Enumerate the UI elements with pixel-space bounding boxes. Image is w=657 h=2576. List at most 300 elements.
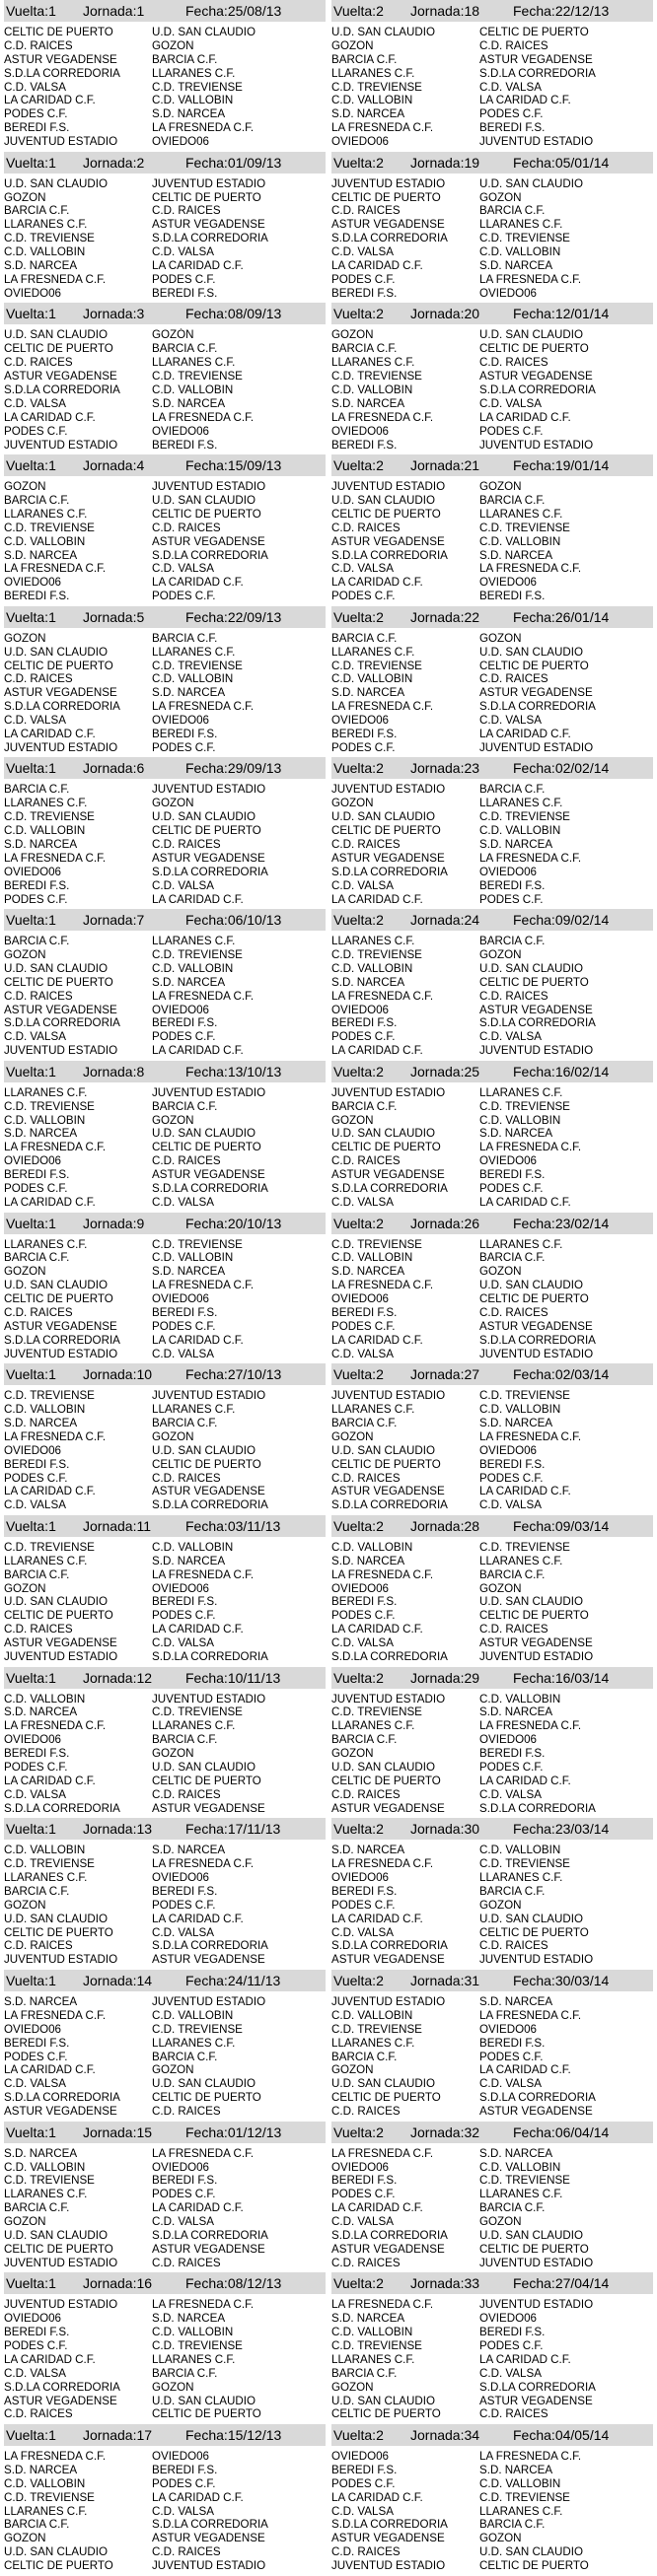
- home-team: JUVENTUD ESTADIO: [331, 1085, 446, 1099]
- match-row: [331, 1899, 653, 1913]
- away-team: C.D. RAICES: [152, 1154, 221, 1168]
- match-date: 06/10/13: [227, 912, 282, 929]
- match-row: [331, 1747, 653, 1761]
- match-row: [331, 287, 653, 301]
- match-row: [4, 439, 326, 453]
- away-team: C.D. VALSA: [152, 1636, 214, 1650]
- away-team: LLARANES C.F.: [152, 1719, 236, 1733]
- match-row: [4, 1403, 326, 1417]
- date-label-group: [185, 760, 326, 776]
- home-team: C.D. VALLOBIN: [4, 2160, 86, 2174]
- away-team: U.D. SAN CLAUDIO: [152, 810, 256, 824]
- date-label: Fecha:: [513, 1063, 555, 1079]
- matchday-block: [4, 1667, 326, 1819]
- match-row: [331, 2215, 653, 2229]
- match-row: [331, 2201, 653, 2215]
- match-list: [331, 22, 653, 149]
- round-label: Vuelta:: [6, 1821, 49, 1838]
- home-team: C.D. RAICES: [4, 1305, 73, 1319]
- match-row: [4, 411, 326, 425]
- away-team: LA FRESNEDA C.F.: [479, 2450, 582, 2463]
- home-team: C.D. TREVIENSE: [4, 232, 95, 245]
- match-row: [4, 1899, 326, 1913]
- away-team: OVIEDO06: [152, 2450, 209, 2463]
- match-row: [4, 1334, 326, 1348]
- match-row: [331, 1541, 653, 1555]
- away-team: LA FRESNEDA C.F.: [479, 1429, 582, 1443]
- match-date: 01/12/13: [227, 2123, 282, 2140]
- round-label: Vuelta:: [333, 457, 377, 474]
- match-row: [4, 1030, 326, 1044]
- home-team: C.D. RAICES: [4, 672, 73, 686]
- away-team: C.D. VALSA: [479, 1498, 542, 1512]
- away-team: JUVENTUD ESTADIO: [152, 176, 266, 190]
- match-row: [331, 1168, 653, 1182]
- match-row: [4, 1761, 326, 1775]
- match-list: [331, 2294, 653, 2421]
- home-team: PODES C.F.: [331, 1319, 396, 1333]
- matchday-header: [4, 0, 326, 22]
- home-team: C.D. VALLOBIN: [4, 1844, 86, 1857]
- date-label-group: [185, 306, 326, 321]
- match-date: 13/10/13: [227, 1063, 282, 1079]
- match-row: [4, 672, 326, 686]
- home-team: GOZON: [4, 631, 46, 645]
- date-label-group: [513, 912, 653, 928]
- away-team: BEREDI F.S.: [152, 438, 218, 452]
- round-number: 1: [48, 912, 56, 929]
- matchday-label-group: [410, 912, 513, 928]
- away-team: C.D. TREVIENSE: [479, 521, 570, 534]
- round-label-group: [4, 1518, 83, 1534]
- match-row: [4, 2312, 326, 2326]
- home-team: LA FRESNEDA C.F.: [331, 1279, 434, 1292]
- matchday-block: [4, 606, 326, 758]
- away-team: C.D. VALLOBIN: [479, 1844, 561, 1857]
- match-row: [4, 39, 326, 53]
- match-row: [4, 273, 326, 287]
- matchday-label-group: [410, 3, 513, 19]
- match-row: [331, 646, 653, 660]
- match-row: [331, 1348, 653, 1361]
- matchday-number: 17: [136, 2427, 153, 2443]
- match-row: [4, 67, 326, 81]
- home-team: LA FRESNEDA C.F.: [4, 272, 107, 286]
- matchday-header: [4, 2424, 326, 2446]
- date-label: Fecha:: [185, 912, 228, 929]
- matchday-header: [331, 303, 653, 324]
- match-row: [331, 2051, 653, 2064]
- match-row: [331, 2229, 653, 2243]
- home-team: C.D. VALSA: [331, 2215, 394, 2229]
- away-team: C.D. TREVIENSE: [479, 1099, 570, 1113]
- away-team: LLARANES C.F.: [479, 1085, 563, 1099]
- matchday-header: [4, 1515, 326, 1537]
- match-date: 26/01/14: [554, 608, 610, 625]
- home-team: BARCIA C.F.: [4, 2518, 70, 2532]
- matchday-number: 22: [464, 608, 480, 625]
- match-list: [4, 2446, 326, 2573]
- away-team: U.D. SAN CLAUDIO: [479, 176, 584, 190]
- away-team: CELTIC DE PUERTO: [479, 1292, 589, 1306]
- match-list: [4, 174, 326, 301]
- home-team: BARCIA C.F.: [4, 1884, 70, 1898]
- away-team: U.D. SAN CLAUDIO: [152, 1761, 256, 1775]
- matchday-label-group: [410, 1973, 513, 1988]
- matchday-label-group: [410, 1670, 513, 1686]
- match-row: [331, 1320, 653, 1334]
- home-team: LA CARIDAD C.F.: [4, 2063, 96, 2077]
- match-row: [331, 191, 653, 205]
- round-label-group: [331, 1973, 410, 1988]
- round-label-group: [331, 2275, 410, 2291]
- home-team: U.D. SAN CLAUDIO: [4, 1912, 109, 1925]
- home-team: OVIEDO06: [4, 2312, 61, 2326]
- away-team: C.D. VALSA: [152, 2215, 214, 2229]
- away-team: U.D. SAN CLAUDIO: [479, 1279, 584, 1292]
- match-row: [331, 328, 653, 342]
- away-team: JUVENTUD ESTADIO: [152, 1994, 266, 2008]
- home-team: C.D. RAICES: [331, 521, 401, 534]
- matchday-number: 9: [136, 1215, 145, 1231]
- away-team: PODES C.F.: [479, 892, 544, 906]
- home-team: BARCIA C.F.: [331, 52, 398, 66]
- match-row: [4, 1320, 326, 1334]
- match-row: [4, 824, 326, 838]
- round-number: 1: [48, 1972, 56, 1988]
- away-team: C.D. VALLOBIN: [152, 94, 234, 107]
- away-team: BEREDI F.S.: [479, 590, 546, 603]
- round-number: 2: [376, 1972, 384, 1988]
- match-row: [331, 632, 653, 646]
- round-label: Vuelta:: [6, 1517, 49, 1534]
- match-list: [331, 1689, 653, 1816]
- home-team: C.D. RAICES: [331, 2256, 401, 2269]
- date-label-group: [513, 2427, 653, 2443]
- match-date: 22/09/13: [227, 608, 282, 625]
- matchday-number: 3: [136, 306, 145, 322]
- home-team: C.D. RAICES: [4, 989, 73, 1003]
- match-row: [331, 2353, 653, 2367]
- away-team: OVIEDO06: [479, 576, 537, 590]
- home-team: S.D.LA CORREDORIA: [4, 1333, 120, 1347]
- match-date: 22/12/13: [554, 3, 610, 19]
- round-number: 1: [48, 1366, 56, 1383]
- matchday-block: [331, 0, 653, 152]
- away-team: C.D. VALSA: [152, 878, 214, 892]
- match-row: [4, 342, 326, 356]
- match-row: [331, 1844, 653, 1857]
- home-team: ASTUR VEGADENSE: [4, 1003, 117, 1016]
- round-label: Vuelta:: [6, 1669, 49, 1686]
- home-team: LA CARIDAD C.F.: [331, 2201, 423, 2215]
- match-row: [331, 1004, 653, 1017]
- home-team: GOZON: [4, 1265, 46, 1279]
- match-row: [331, 1030, 653, 1044]
- match-row: [4, 1650, 326, 1664]
- home-team: GOZON: [4, 1581, 46, 1595]
- away-team: PODES C.F.: [152, 2476, 216, 2490]
- home-team: CELTIC DE PUERTO: [4, 659, 113, 672]
- home-team: LA FRESNEDA C.F.: [4, 2008, 107, 2022]
- home-team: C.D. VALLOBIN: [331, 672, 413, 686]
- home-team: LA FRESNEDA C.F.: [4, 851, 107, 865]
- home-team: OVIEDO06: [331, 714, 389, 728]
- match-date: 16/03/14: [554, 1669, 610, 1686]
- away-team: PODES C.F.: [152, 272, 216, 286]
- matchday-block: [4, 1363, 326, 1515]
- match-row: [331, 1430, 653, 1444]
- home-team: CELTIC DE PUERTO: [4, 1609, 113, 1623]
- match-row: [331, 2063, 653, 2077]
- matchday-number: 26: [464, 1215, 480, 1231]
- matchday-label-group: [83, 1518, 185, 1534]
- away-team: LLARANES C.F.: [479, 797, 563, 810]
- away-team: JUVENTUD ESTADIO: [479, 1347, 594, 1360]
- home-team: S.D. NARCEA: [331, 975, 405, 989]
- matchday-number: 29: [464, 1669, 480, 1686]
- home-team: GOZON: [331, 1113, 374, 1127]
- matchday-header: [331, 1061, 653, 1082]
- home-team: LA FRESNEDA C.F.: [331, 121, 434, 135]
- round-label: Vuelta:: [333, 306, 377, 322]
- home-team: U.D. SAN CLAUDIO: [331, 2077, 436, 2091]
- away-team: GOZON: [479, 190, 522, 204]
- match-row: [4, 328, 326, 342]
- match-row: [331, 1114, 653, 1128]
- round-number: 1: [48, 1517, 56, 1534]
- away-team: C.D. VALSA: [152, 1925, 214, 1939]
- round-label: Vuelta:: [333, 2427, 377, 2443]
- home-team: S.D. NARCEA: [4, 548, 78, 562]
- round-label-group: [4, 2275, 83, 2291]
- date-label: Fecha:: [513, 1215, 555, 1231]
- matchday-block: [331, 757, 653, 909]
- away-team: BEREDI F.S.: [479, 2326, 546, 2339]
- home-team: S.D. NARCEA: [4, 1416, 78, 1429]
- home-team: OVIEDO06: [4, 1733, 61, 1747]
- matchday-number: 33: [464, 2275, 480, 2292]
- match-row: [4, 1719, 326, 1733]
- away-team: C.D. RAICES: [479, 1305, 548, 1319]
- home-team: C.D. VALSA: [331, 562, 394, 576]
- home-team: C.D. VALSA: [4, 1498, 66, 1512]
- home-team: LA FRESNEDA C.F.: [331, 2298, 434, 2312]
- match-row: [4, 2009, 326, 2023]
- home-team: U.D. SAN CLAUDIO: [331, 1127, 436, 1141]
- matchday-label-group: [410, 1518, 513, 1534]
- date-label-group: [513, 3, 653, 19]
- date-label: Fecha:: [513, 760, 555, 777]
- home-team: OVIEDO06: [4, 286, 61, 300]
- away-team: C.D. TREVIENSE: [152, 659, 243, 672]
- home-team: C.D. RAICES: [331, 2545, 401, 2559]
- away-team: C.D. VALLOBIN: [152, 383, 234, 396]
- home-team: LLARANES C.F.: [4, 1237, 88, 1251]
- match-row: [4, 2243, 326, 2257]
- home-team: S.D.LA CORREDORIA: [4, 700, 120, 714]
- home-team: C.D. VALSA: [4, 396, 66, 410]
- match-row: [331, 94, 653, 107]
- away-team: LLARANES C.F.: [479, 1871, 563, 1885]
- round-label-group: [4, 457, 83, 473]
- home-team: C.D. TREVIENSE: [4, 810, 95, 824]
- home-team: CELTIC DE PUERTO: [331, 507, 441, 521]
- away-team: LA FRESNEDA C.F.: [479, 851, 582, 865]
- home-team: U.D. SAN CLAUDIO: [4, 1279, 109, 1292]
- home-team: JUVENTUD ESTADIO: [4, 2256, 118, 2269]
- match-row: [4, 549, 326, 563]
- home-team: C.D. VALLOBIN: [4, 1113, 86, 1127]
- home-team: C.D. TREVIENSE: [4, 521, 95, 534]
- home-team: ASTUR VEGADENSE: [331, 1168, 445, 1182]
- home-team: C.D. VALSA: [331, 878, 394, 892]
- round-label: Vuelta:: [6, 1972, 49, 1988]
- match-row: [331, 535, 653, 549]
- match-row: [331, 2464, 653, 2477]
- match-row: [331, 2037, 653, 2051]
- home-team: S.D. NARCEA: [331, 1554, 405, 1567]
- match-row: [331, 2545, 653, 2559]
- matchday-label-group: [83, 1216, 185, 1231]
- matchday-label: Jornada:: [410, 3, 465, 19]
- round-label: Vuelta:: [6, 2427, 49, 2443]
- match-row: [4, 2091, 326, 2105]
- matchday-header: [4, 1970, 326, 1991]
- home-team: OVIEDO06: [331, 135, 389, 149]
- home-team: BEREDI F.S.: [331, 1305, 398, 1319]
- away-team: U.D. SAN CLAUDIO: [479, 2228, 584, 2242]
- match-row: [4, 1871, 326, 1885]
- home-team: C.D. TREVIENSE: [331, 370, 422, 383]
- round-number: 2: [376, 457, 384, 474]
- match-row: [4, 1251, 326, 1265]
- home-team: C.D. TREVIENSE: [4, 2490, 95, 2504]
- home-team: ASTUR VEGADENSE: [331, 851, 445, 865]
- away-team: LLARANES C.F.: [479, 1237, 563, 1251]
- matchday-label: Jornada:: [83, 2123, 137, 2140]
- away-team: GOZON: [479, 2215, 522, 2229]
- match-row: [331, 562, 653, 576]
- matchday-number: 6: [136, 760, 145, 777]
- away-team: PODES C.F.: [479, 2338, 544, 2352]
- away-team: CELTIC DE PUERTO: [479, 2559, 589, 2573]
- match-list: [4, 324, 326, 452]
- round-label-group: [4, 1064, 83, 1079]
- matchday-header: [331, 454, 653, 476]
- away-team: ASTUR VEGADENSE: [152, 1168, 265, 1182]
- matchday-label: Jornada:: [410, 1821, 465, 1838]
- away-team: C.D. RAICES: [152, 2545, 221, 2559]
- away-team: S.D. NARCEA: [479, 1416, 553, 1429]
- match-row: [4, 1141, 326, 1154]
- away-team: CELTIC DE PUERTO: [152, 1141, 261, 1154]
- match-date: 20/10/13: [227, 1215, 282, 1231]
- match-row: [331, 1788, 653, 1802]
- matchday-label-group: [410, 457, 513, 473]
- round-label: Vuelta:: [6, 1215, 49, 1231]
- matchday-label-group: [83, 2124, 185, 2140]
- match-list: [331, 1385, 653, 1512]
- home-team: PODES C.F.: [4, 2338, 68, 2352]
- match-row: [331, 397, 653, 411]
- away-team: BARCIA C.F.: [479, 2201, 546, 2215]
- home-team: S.D.LA CORREDORIA: [4, 66, 120, 80]
- home-team: S.D. NARCEA: [4, 2463, 78, 2476]
- matchday-header: [331, 0, 653, 22]
- away-team: JUVENTUD ESTADIO: [152, 2559, 266, 2573]
- home-team: S.D. NARCEA: [4, 1994, 78, 2008]
- home-team: LLARANES C.F.: [4, 797, 88, 810]
- away-team: OVIEDO06: [152, 1003, 209, 1016]
- away-team: BARCIA C.F.: [479, 204, 546, 218]
- round-number: 1: [48, 760, 56, 777]
- round-label-group: [331, 1064, 410, 1079]
- home-team: JUVENTUD ESTADIO: [331, 1389, 446, 1403]
- matchday-block: [4, 909, 326, 1061]
- away-team: S.D. NARCEA: [479, 259, 553, 273]
- away-team: ASTUR VEGADENSE: [479, 1319, 593, 1333]
- round-label-group: [331, 1670, 410, 1686]
- home-team: ASTUR VEGADENSE: [331, 1953, 445, 1967]
- round-label: Vuelta:: [6, 2275, 49, 2292]
- matchday-label-group: [410, 306, 513, 321]
- home-team: GOZON: [331, 1747, 374, 1761]
- matchday-number: 10: [136, 1366, 153, 1383]
- match-row: [331, 2105, 653, 2119]
- home-team: CELTIC DE PUERTO: [331, 2091, 441, 2105]
- matchday-label-group: [83, 1366, 185, 1382]
- away-team: GOZON: [152, 2380, 194, 2394]
- date-label-group: [185, 1216, 326, 1231]
- away-team: ASTUR VEGADENSE: [479, 1636, 593, 1650]
- round-label-group: [331, 609, 410, 625]
- match-row: [331, 370, 653, 383]
- away-team: BARCIA C.F.: [152, 1733, 218, 1747]
- match-row: [331, 1953, 653, 1967]
- matchday-label: Jornada:: [410, 2275, 465, 2292]
- away-team: PODES C.F.: [152, 740, 216, 754]
- match-row: [331, 576, 653, 590]
- away-team: LLARANES C.F.: [152, 1403, 236, 1417]
- matchday-number: 24: [464, 912, 480, 929]
- home-team: LA FRESNEDA C.F.: [331, 410, 434, 424]
- matchday-label: Jornada:: [83, 1669, 137, 1686]
- away-team: PODES C.F.: [152, 2188, 216, 2201]
- date-label: Fecha:: [185, 1063, 228, 1079]
- round-label: Vuelta:: [333, 1821, 377, 1838]
- matchday-block: [4, 1213, 326, 1364]
- away-team: LA CARIDAD C.F.: [152, 259, 244, 273]
- away-team: C.D. RAICES: [479, 2407, 548, 2421]
- match-row: [331, 1761, 653, 1775]
- matchday-block: [331, 1515, 653, 1667]
- round-label: Vuelta:: [333, 1366, 377, 1383]
- home-team: C.D. VALSA: [331, 1347, 394, 1360]
- match-row: [4, 1114, 326, 1128]
- home-team: S.D.LA CORREDORIA: [331, 1650, 448, 1663]
- matchday-number: 7: [136, 912, 145, 929]
- date-label-group: [513, 306, 653, 321]
- matchday-label: Jornada:: [410, 1972, 465, 1988]
- matchday-label-group: [83, 609, 185, 625]
- date-label: Fecha:: [513, 1972, 555, 1988]
- home-team: BEREDI F.S.: [331, 2463, 398, 2476]
- match-row: [4, 1348, 326, 1361]
- away-team: C.D. VALSA: [152, 2504, 214, 2518]
- match-row: [331, 411, 653, 425]
- away-team: U.D. SAN CLAUDIO: [479, 645, 584, 659]
